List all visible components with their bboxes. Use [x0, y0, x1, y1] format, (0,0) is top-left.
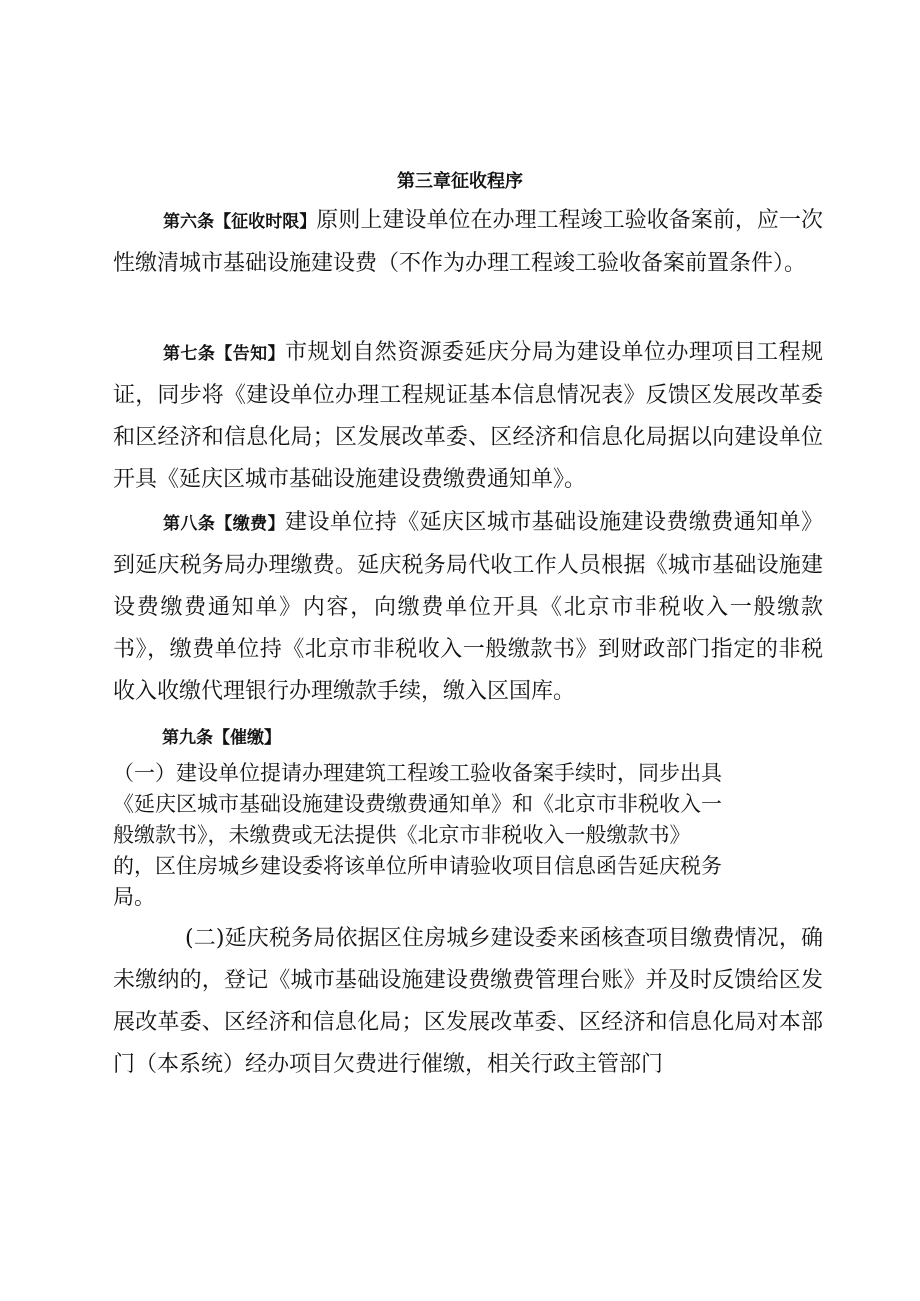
article-9-item-1-line: 《延庆区城市基础设施建设费缴费通知单》和《北京市非税收入一	[113, 792, 722, 816]
article-9-item-1	[113, 758, 793, 913]
article-9-item-2: (二)延庆税务局依据区住房城乡建设委来函核查项目缴费情况，确未缴纳的，登记《城市基础设施建设费缴费管理台账》并及时反馈给区发展改革委、区经济和信息化局；区发展改革委、区经济和信息化局对本部门（本系统）经办项目欠费进行催缴，相关行政主管部门	[113, 926, 823, 1077]
article-8-heading: 第八条【缴费】	[163, 514, 286, 534]
article-9-item-1-line: （一）建设单位提请办理建筑工程竣工验收备案手续时，同步出具	[113, 761, 722, 785]
article-7-body: 市规划自然资源委延庆分局为建设单位办理项目工程规证，同步将《建设单位办理工程规证基本信息情况表》反馈区发展改革委和区经济和信息化局；区发展改革委、区经济和信息化局据以向建设单位开具《延庆区城市基础设施建设费缴费通知单》。	[113, 340, 823, 492]
article-8-body: 建设单位持《延庆区城市基础设施建设费缴费通知单》到延庆税务局办理缴费。延庆税务局代收工作人员根据《城市基础设施建设费缴费通知单》内容，向缴费单位开具《北京市非税收入一般缴款书》，缴费单位持《北京市非税收入一般缴款书》到财政部门指定的非税收入收缴代理银行办理缴款手续，缴入区国库。	[113, 510, 823, 704]
article-9-item-1-line: 般缴款书》，未缴费或无法提供《北京市非税收入一般缴款书》	[113, 823, 691, 847]
article-7	[113, 332, 823, 501]
article-9-heading: 第九条【催缴】	[162, 728, 281, 748]
article-6-heading: 第六条【征收时限】	[163, 212, 317, 232]
article-9-item-1-line: 的，区住房城乡建设委将该单位所申请验收项目信息函告延庆税务	[113, 854, 722, 878]
article-9-item-1-line: 局。	[113, 885, 155, 909]
article-7-heading: 第七条【告知】	[163, 344, 286, 364]
chapter-title: 第三章征收程序	[397, 171, 523, 192]
article-6	[113, 200, 823, 285]
article-6-body: 原则上建设单位在办理工程竣工验收备案前，应一次性缴清城市基础设施建设费（不作为办理工程竣工验收备案前置条件）。	[113, 208, 823, 276]
article-8	[113, 502, 823, 713]
